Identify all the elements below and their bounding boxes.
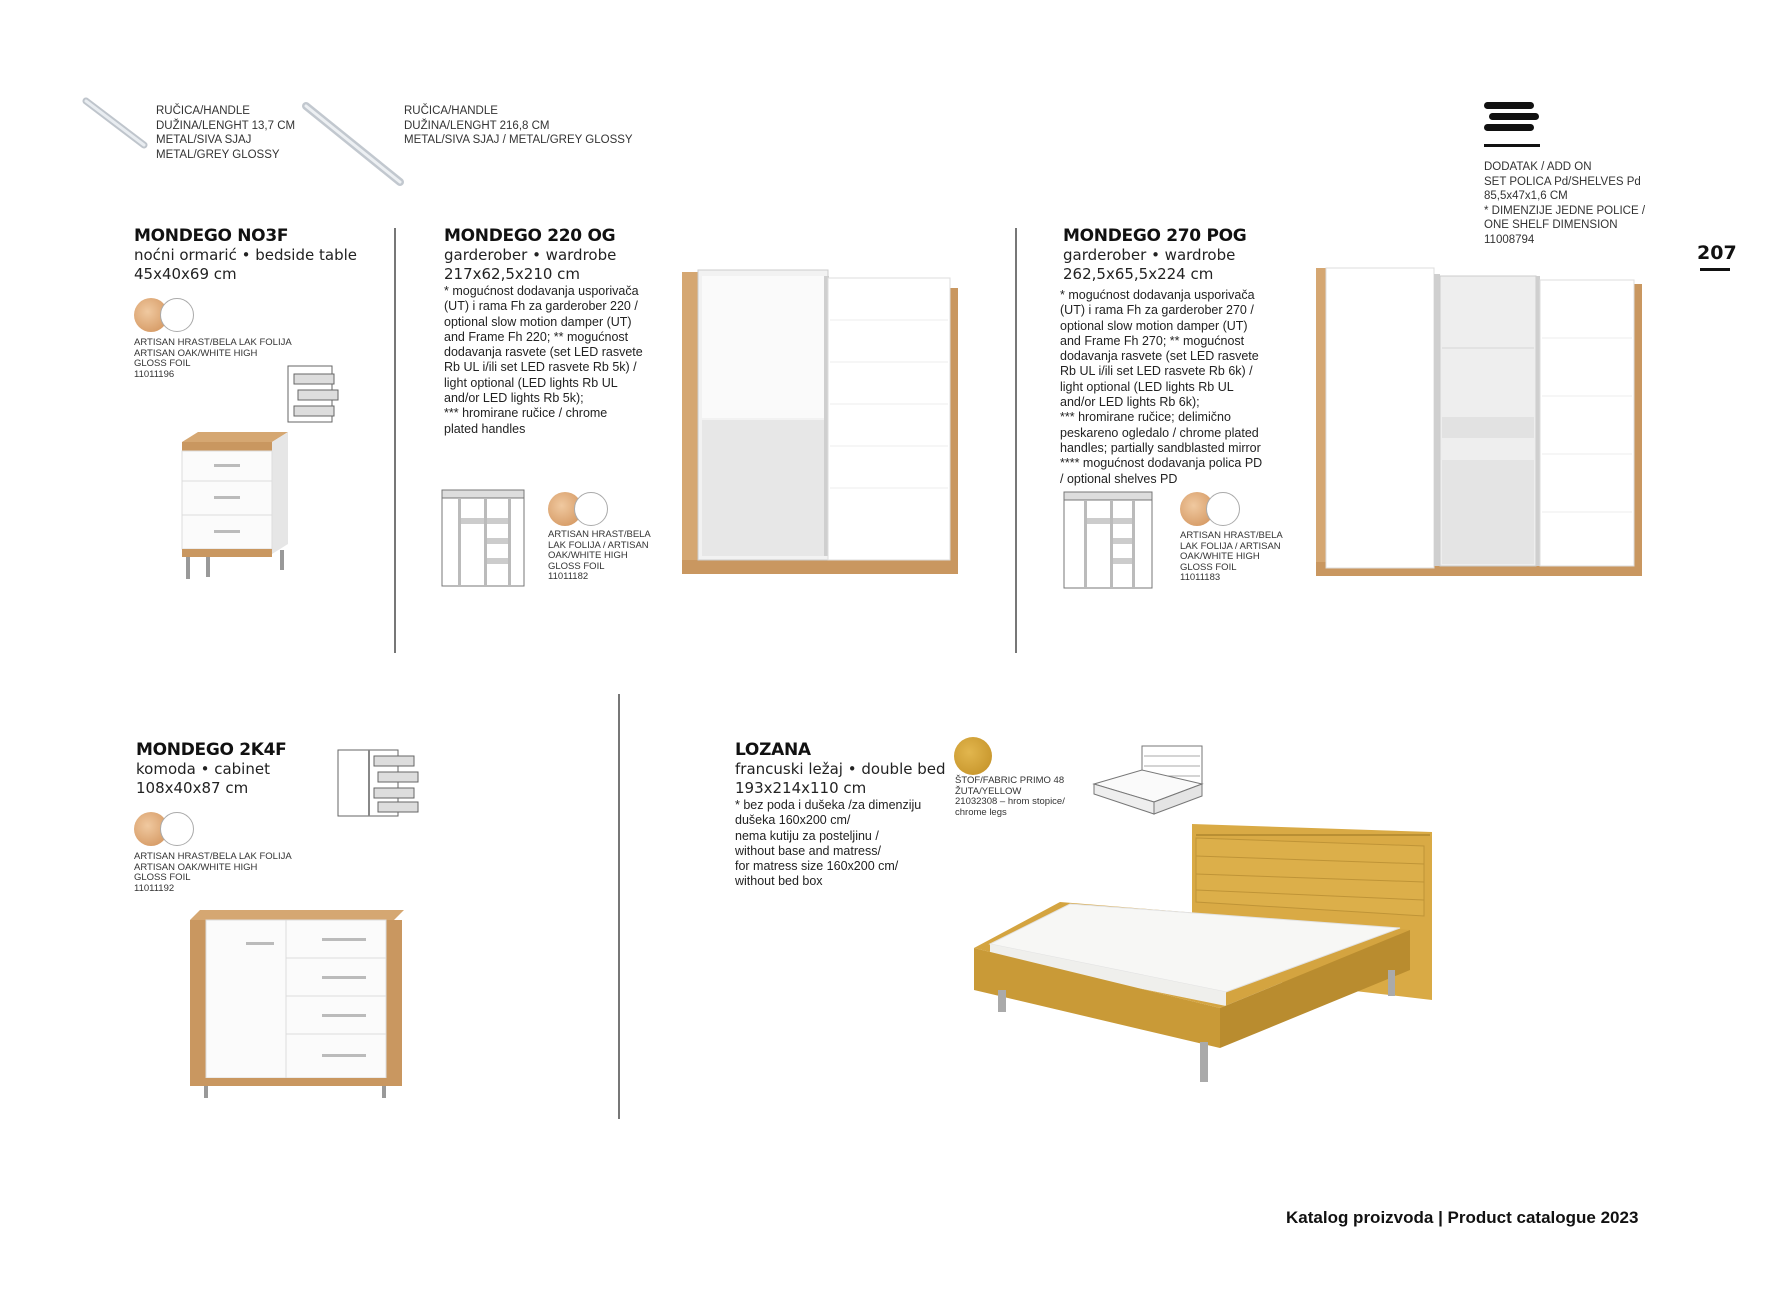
white-gloss-swatch: [160, 812, 194, 846]
finish-caption-no3f: ARTISAN HRAST/BELA LAK FOLIJA ARTISAN OAK/WHITE HIGH GLOSS FOIL 11011196: [134, 337, 292, 380]
product-subtitle-lozana: francuski ležaj • double bed: [735, 760, 946, 778]
product-title-no3f: MONDEGO NO3F: [134, 226, 289, 246]
wardrobe-220-image: [668, 266, 984, 584]
divider-2: [1015, 228, 1017, 653]
no3f-open-diagram: [284, 360, 344, 426]
wardrobe-270-image: [1302, 262, 1648, 586]
divider-1: [394, 228, 396, 653]
shelves-icon: [1484, 98, 1544, 152]
product-title-220og: MONDEGO 220 OG: [444, 226, 616, 246]
product-title-2k4f: MONDEGO 2K4F: [136, 740, 287, 760]
page-number: 207: [1697, 242, 1737, 264]
white-gloss-swatch: [574, 492, 608, 526]
white-gloss-swatch: [160, 298, 194, 332]
product-dims-220og: 217x62,5x210 cm: [444, 265, 581, 283]
product-notes-lozana: * bez poda i dušeka /za dimenziju dušeka 160x200 cm/ nema kutiju za posteljinu / without base and matress/ for matress size 160x200 cm/ without bed box: [735, 798, 922, 889]
270pog-interior-diagram: [1062, 490, 1156, 594]
handle-long-caption: RUČICA/HANDLE DUŽINA/LENGHT 216,8 CM METAL/SIVA SJAJ / METAL/GREY GLOSSY: [404, 105, 633, 146]
2k4f-open-diagram: [334, 748, 420, 820]
finish-caption-270pog: ARTISAN HRAST/BELA LAK FOLIJA / ARTISAN OAK/WHITE HIGH GLOSS FOIL 11011183: [1180, 530, 1283, 583]
handle-short-image: [82, 95, 152, 155]
product-notes-270pog: * mogućnost dodavanja usporivača (UT) i rama Fh za garderober 270 / optional slow motion damper (UT) and Frame Fh 270; ** mogućnost dodavanja rasvete (set LED rasvete Rb UL i/ili set LED rasvete Rb 6k) / light optional (LED lights Rb UL and/or LED lights Rb 6k); *** hromirane ručice; delimično peskareno ogledalo / chrome plated handles; partially sandblasted mirror **** mogućnost dodavanja polica PD / optional shelves PD: [1060, 288, 1263, 486]
product-dims-270pog: 262,5x65,5x224 cm: [1063, 265, 1214, 283]
finish-caption-2k4f: ARTISAN HRAST/BELA LAK FOLIJA ARTISAN OAK/WHITE HIGH GLOSS FOIL 11011192: [134, 851, 292, 894]
page-number-underline: [1700, 268, 1730, 271]
handle-short-caption: RUČICA/HANDLE DUŽINA/LENGHT 13,7 CM METAL/SIVA SJAJ METAL/GREY GLOSSY: [156, 105, 296, 161]
product-title-lozana: LOZANA: [735, 740, 811, 760]
finish-caption-lozana: ŠTOF/FABRIC PRIMO 48 ŽUTA/YELLOW 21032308 – hrom stopice/ chrome legs: [955, 775, 1065, 818]
product-dims-lozana: 193x214x110 cm: [735, 779, 867, 797]
product-dims-2k4f: 108x40x87 cm: [136, 779, 249, 797]
bed-frame-diagram: [1090, 740, 1216, 820]
white-gloss-swatch: [1206, 492, 1240, 526]
product-subtitle-270pog: garderober • wardrobe: [1063, 246, 1236, 264]
product-subtitle-no3f: noćni ormarić • bedside table: [134, 246, 357, 264]
product-subtitle-2k4f: komoda • cabinet: [136, 760, 270, 778]
addon-caption: DODATAK / ADD ON SET POLICA Pd/SHELVES Pd 85,5x47x1,6 CM * DIMENZIJE JEDNE POLICE / ONE SHELF DIMENSION 11008794: [1484, 161, 1646, 246]
cabinet-image: [186, 904, 408, 1100]
catalog-footer: Katalog proizvoda | Product catalogue 2023: [1286, 1208, 1639, 1227]
finish-caption-220og: ARTISAN HRAST/BELA LAK FOLIJA / ARTISAN OAK/WHITE HIGH GLOSS FOIL 11011182: [548, 529, 651, 582]
yellow-fabric-swatch: [954, 737, 992, 775]
product-subtitle-220og: garderober • wardrobe: [444, 246, 617, 264]
product-title-270pog: MONDEGO 270 POG: [1063, 226, 1247, 246]
product-notes-220og: * mogućnost dodavanja usporivača (UT) i rama Fh za garderober 220 / optional slow motion damper (UT) and Frame Fh 220; ** mogućnost dodavanja rasvete (set LED rasvete Rb UL i/ili set LED rasvete Rb 5k) / light optional (LED lights Rb UL and/or LED lights Rb 5k); *** hromirane ručice / chrome plated handles: [444, 284, 643, 436]
divider-3: [618, 694, 620, 1119]
handle-long-image: [300, 100, 410, 190]
product-dims-no3f: 45x40x69 cm: [134, 265, 237, 283]
bedside-table-image: [176, 432, 294, 586]
220og-interior-diagram: [440, 488, 528, 592]
double-bed-image: [970, 820, 1436, 1088]
